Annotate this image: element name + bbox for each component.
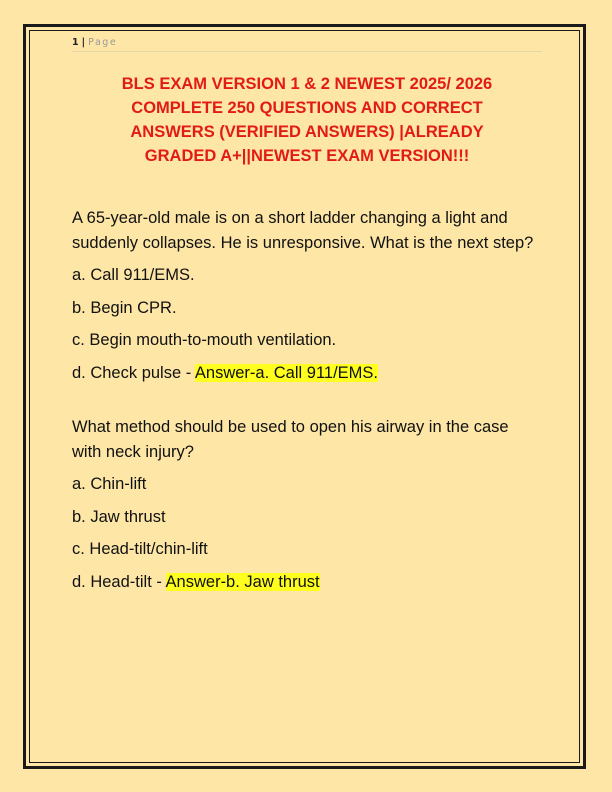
option-d-label: d. Check pulse - bbox=[72, 363, 195, 382]
title-line-1: BLS EXAM VERSION 1 & 2 NEWEST 2025/ 2026 bbox=[121, 75, 493, 93]
option-d-label: d. Head-tilt - bbox=[72, 572, 166, 591]
answer-highlight: Answer-b. Jaw thrust bbox=[165, 572, 320, 591]
answer-highlight: Answer-a. Call 911/EMS. bbox=[194, 363, 379, 382]
title-line-2: COMPLETE 250 QUESTIONS AND CORRECT bbox=[131, 99, 483, 117]
question-text: What method should be used to open his airway in the case with neck injury? bbox=[72, 418, 509, 461]
option-a: a. Chin-lift bbox=[72, 475, 147, 493]
option-d bbox=[72, 570, 542, 595]
title-line-4: GRADED A+||NEWEST EXAM VERSION!!! bbox=[144, 147, 470, 165]
option-b: b. Begin CPR. bbox=[72, 298, 177, 317]
page-header bbox=[72, 36, 542, 52]
option-a: a. Call 911/EMS. bbox=[72, 266, 195, 284]
option-d bbox=[72, 361, 542, 386]
question-text: A 65-year-old male is on a short ladder changing a light and suddenly collapses. He is unresponsive. What is the next step? bbox=[72, 209, 534, 252]
page-separator: | bbox=[81, 37, 86, 48]
page-label: Page bbox=[88, 37, 118, 48]
question-block-1 bbox=[72, 206, 542, 385]
questions-content bbox=[72, 206, 542, 602]
question-block-2 bbox=[72, 415, 542, 594]
document-title bbox=[72, 72, 542, 168]
option-b: b. Jaw thrust bbox=[72, 507, 166, 526]
page-number: 1 bbox=[72, 37, 79, 48]
option-c: c. Begin mouth-to-mouth ventilation. bbox=[72, 331, 337, 349]
title-line-3: ANSWERS (VERIFIED ANSWERS) |ALREADY bbox=[130, 123, 484, 141]
option-c: c. Head-tilt/chin-lift bbox=[72, 540, 208, 558]
